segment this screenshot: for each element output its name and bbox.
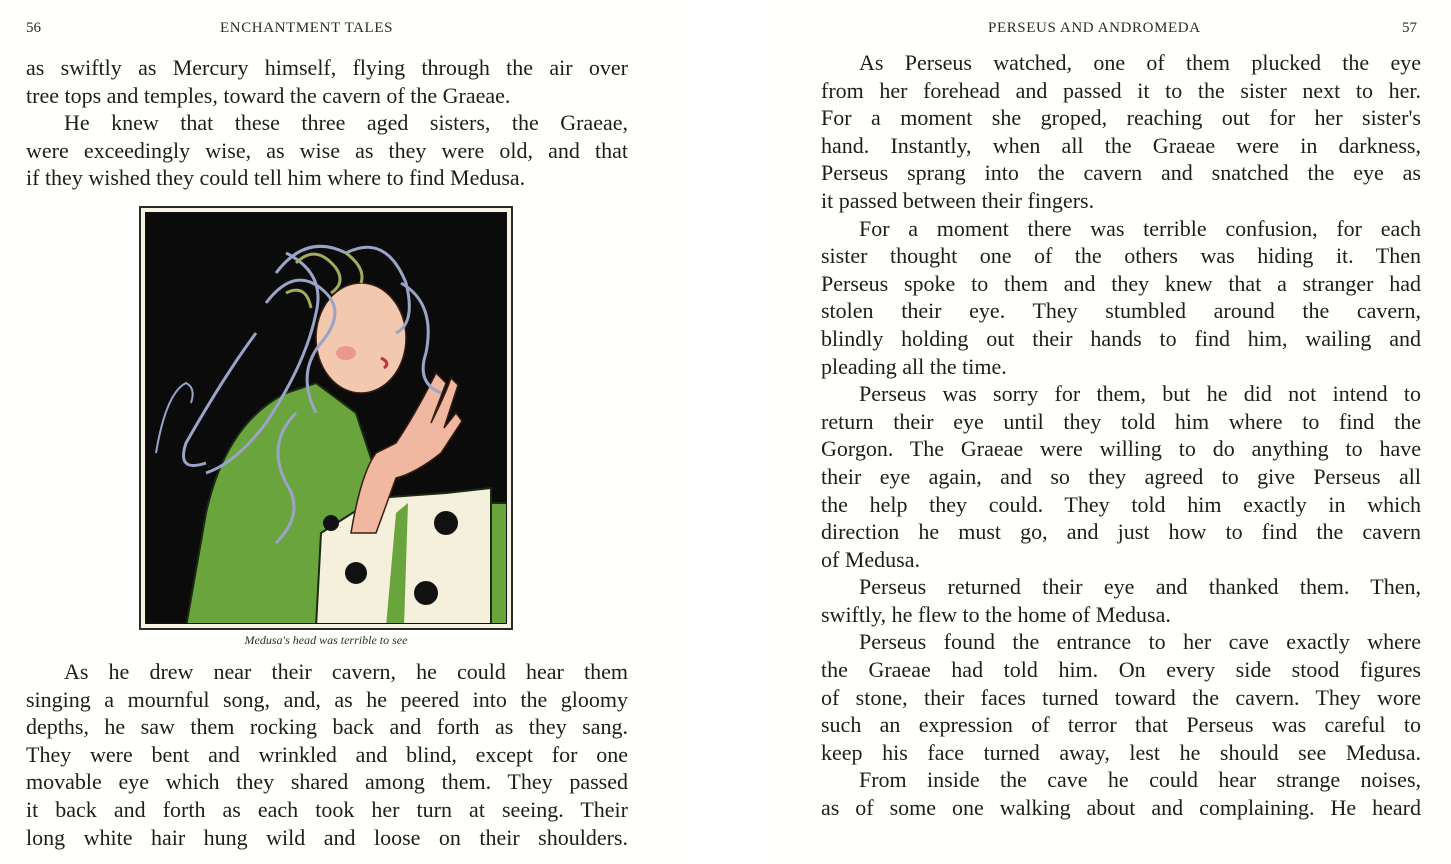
text-line: Perseus returned their eye and thanked them. Then, <box>859 574 1421 600</box>
text-line: Gorgon. The Graeae were willing to do anything to have <box>821 436 1421 462</box>
text-line: if they wished they could tell him where to find Medusa. <box>26 165 526 191</box>
text-line: from her forehead and passed it to the sister next to her. <box>821 77 1421 103</box>
text-line: of Medusa. <box>821 546 920 572</box>
text-line: From inside the cave he could hear strange noises, <box>859 767 1421 793</box>
text-line: depths, he saw them rocking back and forth as they sang. <box>26 714 628 740</box>
text-line: stolen their eye. They stumbled around the cavern, <box>821 298 1421 324</box>
text-line: They were bent and wrinkled and blind, except for one <box>26 741 628 767</box>
text-line: direction he must go, and just how to find the cavern <box>821 519 1421 545</box>
text-line: it back and forth as each took her turn at seeing. Their <box>26 796 628 822</box>
text-line: the help they could. They told him exactly in which <box>821 491 1421 517</box>
text-line: movable eye which they shared among them. They passed <box>26 769 628 795</box>
illustration <box>145 212 507 624</box>
text-line: were exceedingly wise, as wise as they were old, and that <box>26 137 628 163</box>
text-line: such an expression of terror that Perseus was careful to <box>821 712 1421 738</box>
text-line: the Graeae had told him. On every side stood figures <box>821 657 1421 683</box>
paragraph-block-bottom <box>26 658 628 851</box>
text-line: it passed between their fingers. <box>821 187 1095 213</box>
text-line: swiftly, he flew to the home of Medusa. <box>821 601 1171 627</box>
illustration-caption: Medusa's head was terrible to see <box>244 633 408 647</box>
text-line: Perseus spoke to them and they knew that a stranger had <box>821 270 1421 296</box>
text-line: pleading all the time. <box>821 353 1007 379</box>
page-number: 57 <box>1402 20 1417 36</box>
left-page <box>0 0 700 864</box>
text-line: tree tops and temples, toward the cavern of the Graeae. <box>26 82 511 108</box>
medusa-illustration-icon <box>146 213 507 624</box>
paragraph-block <box>821 49 1421 822</box>
text-line: He knew that these three aged sisters, the Graeae, <box>64 110 628 136</box>
text-line: keep his face turned away, lest he should see Medusa. <box>821 739 1421 765</box>
text-line: their eye again, and so they agreed to give Perseus all <box>821 463 1421 489</box>
right-page <box>760 0 1451 864</box>
paragraph-block-top <box>26 54 628 192</box>
illustration-plate <box>139 206 513 630</box>
text-line: As he drew near their cavern, he could hear them <box>64 659 628 684</box>
text-line: blindly holding out their hands to find him, wailing and <box>821 325 1421 351</box>
text-line: hand. Instantly, when all the Graeae were in darkness, <box>821 132 1421 158</box>
text-line: return their eye until they told him where to find the <box>821 408 1421 434</box>
text-line: sister thought one of the others was hiding it. Then <box>821 243 1421 269</box>
page-number: 56 <box>26 20 41 36</box>
text-line: of stone, their faces turned toward the cavern. They wore <box>821 684 1421 710</box>
text-line: Perseus found the entrance to her cave exactly where <box>859 629 1421 655</box>
text-line: For a moment there was terrible confusion, for each <box>859 215 1421 241</box>
running-head: ENCHANTMENT TALES <box>220 20 394 36</box>
text-line: as of some one walking about and complaining. He heard <box>821 795 1421 821</box>
text-line: as swiftly as Mercury himself, flying through the air over <box>26 55 628 80</box>
text-line: Perseus was sorry for them, but he did not intend to <box>859 381 1421 407</box>
text-line: Perseus sprang into the cavern and snatched the eye as <box>821 160 1421 186</box>
text-line: singing a mournful song, and, as he peered into the gloomy <box>26 686 628 712</box>
text-line: As Perseus watched, one of them plucked the eye <box>859 50 1421 75</box>
text-line: For a moment she groped, reaching out for her sister's <box>821 105 1421 131</box>
text-line: long white hair hung wild and loose on their shoulders. <box>26 824 628 850</box>
running-head: PERSEUS AND ANDROMEDA <box>988 20 1201 36</box>
